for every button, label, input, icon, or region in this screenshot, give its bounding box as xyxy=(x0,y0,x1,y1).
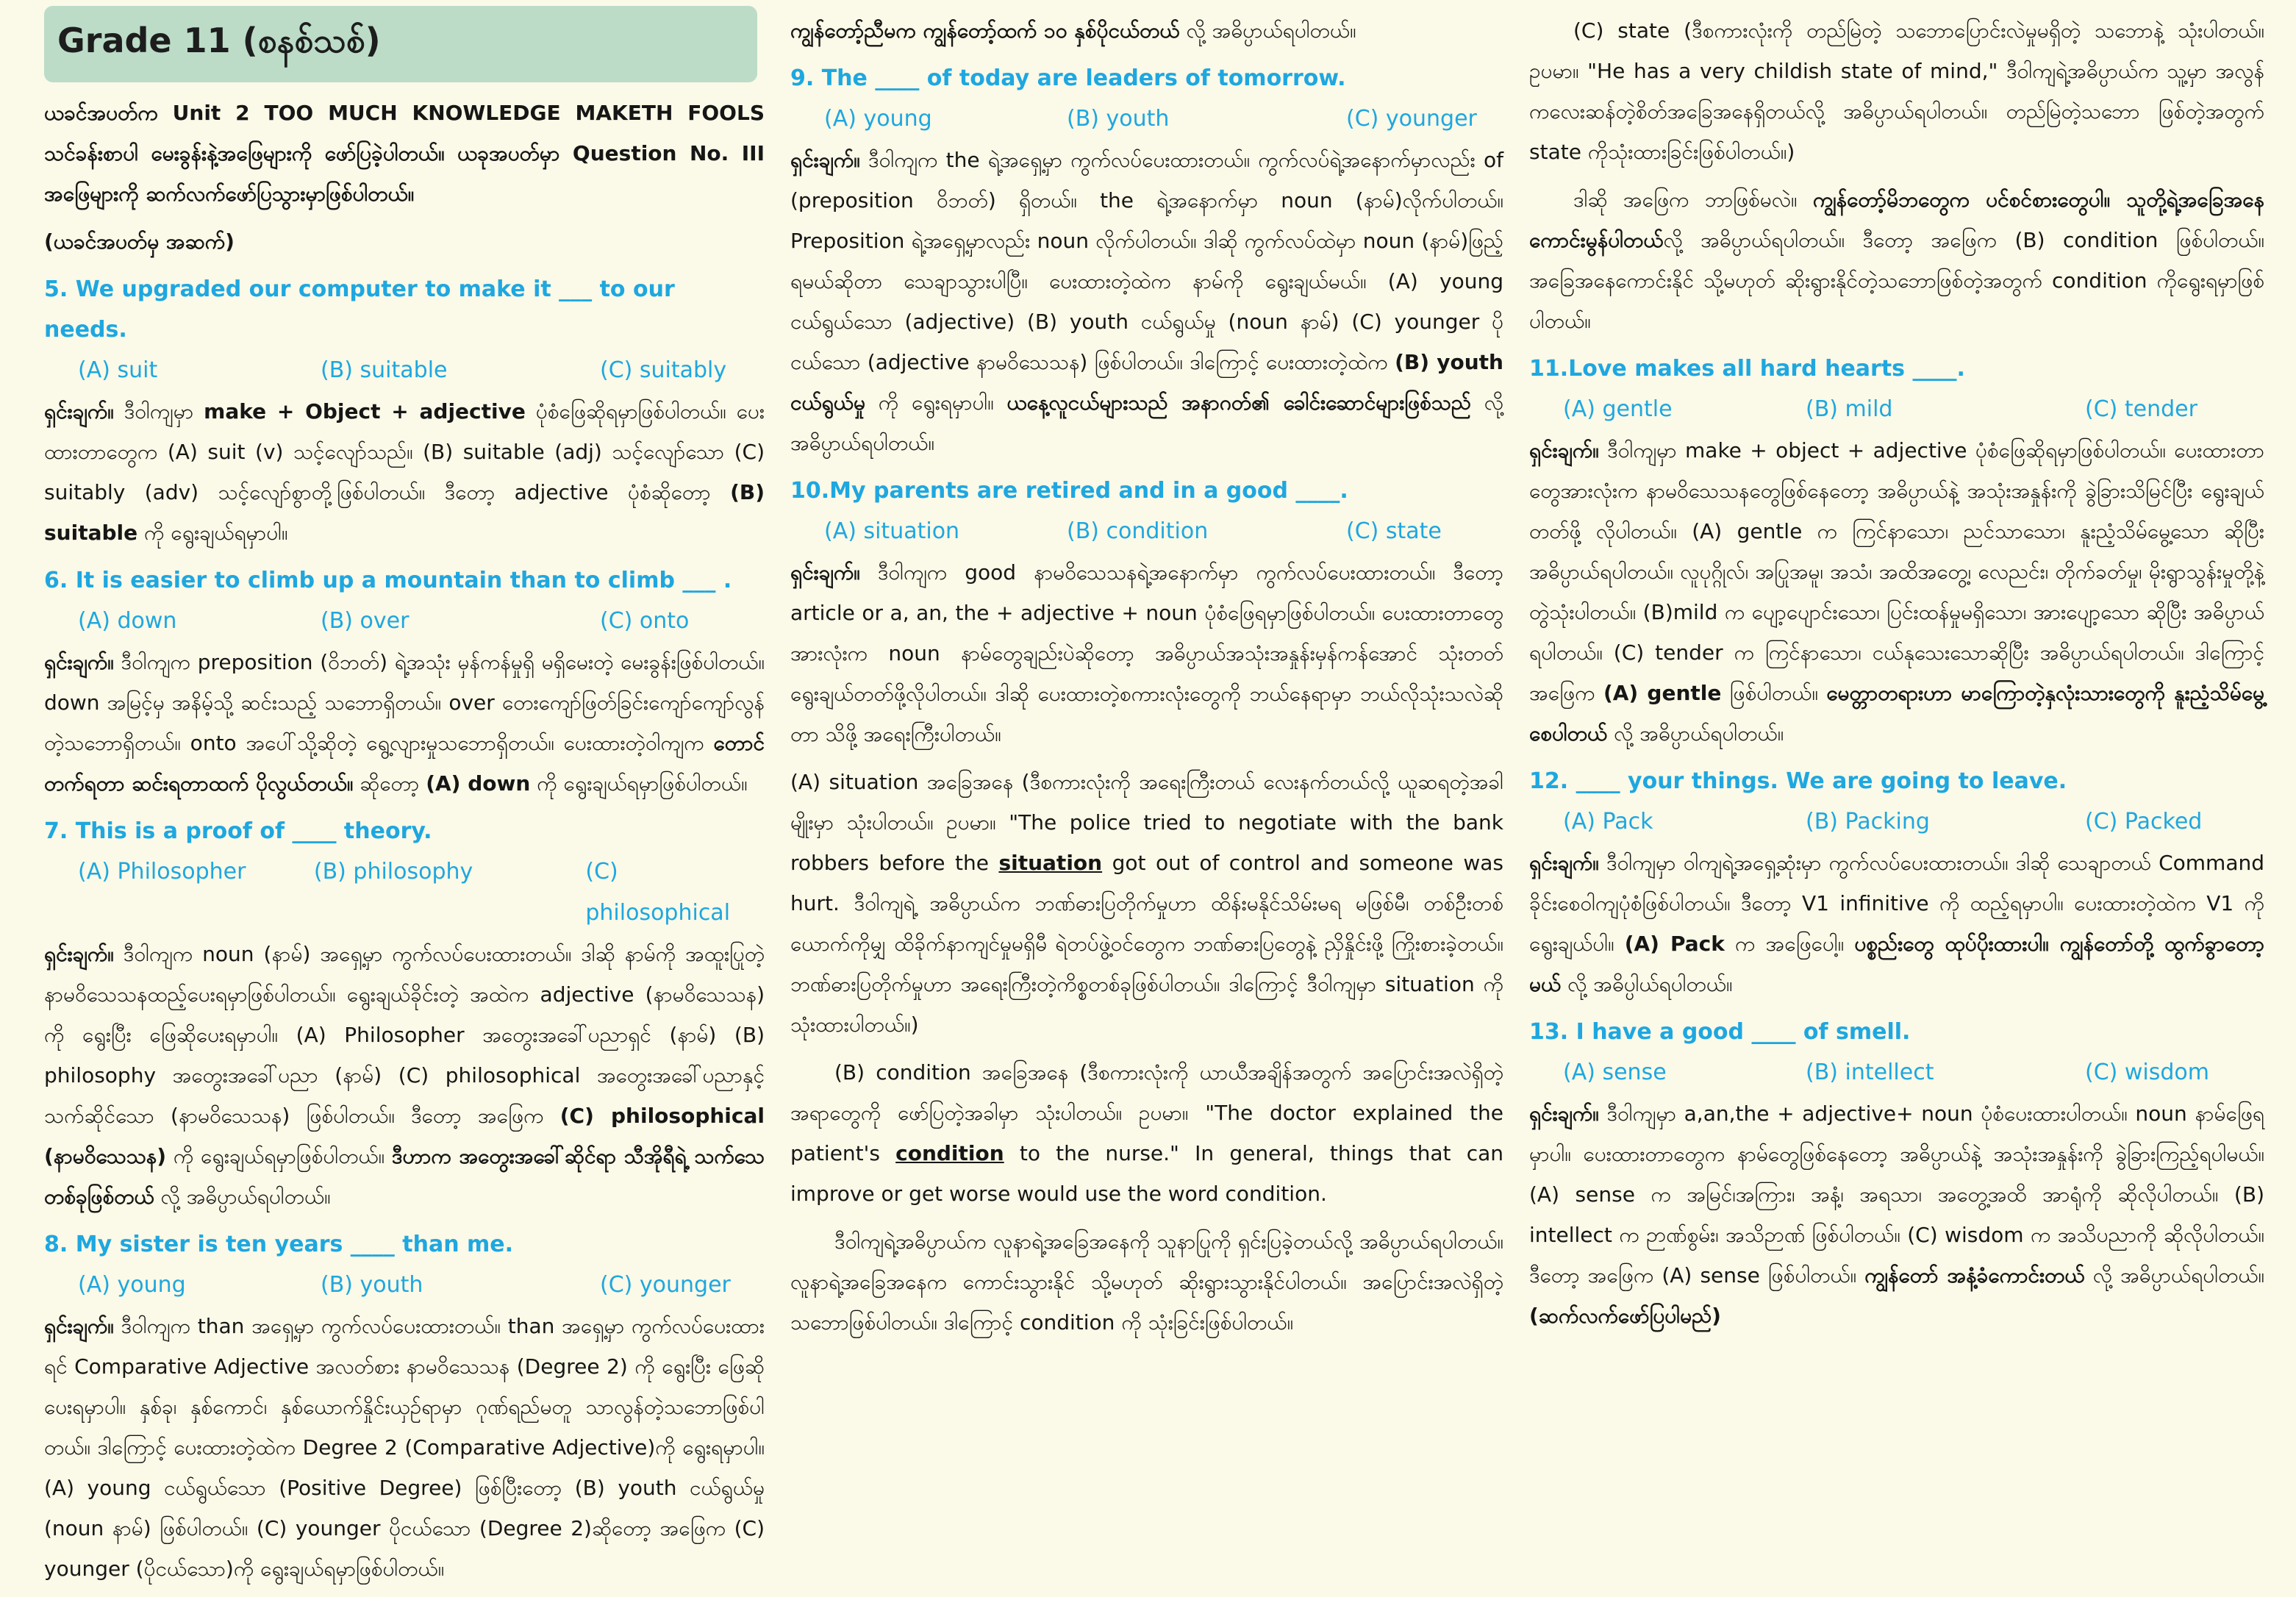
question-block xyxy=(44,1224,765,1589)
condition-text: (B) condition အခြေအနေ (ဒီစကားလုံးကို ယာယီအချိန်အတွက် အပြောင်းအလဲရှိတဲ့အရာတွေကို ဖော်ပြတဲ့အခါမှာ သုံးပါတယ်။ ဥပမာ။ "The doctor explained the patient's xyxy=(790,1060,1503,1165)
concl-a: ဒါဆို အဖြေက ဘာဖြစ်မလဲ။ xyxy=(1573,187,1813,212)
option-c: (C) philosophical xyxy=(585,859,731,926)
options-row xyxy=(44,851,765,934)
option-b: (B) condition xyxy=(1067,518,1209,544)
question-block xyxy=(1529,1012,2264,1336)
exp-a: ဒီဝါကျမှာ ဝါကျရဲ့အရှေ့ဆုံးမှာ ကွက်လပ်ပေးထားတယ်။ ဒါဆို သေချာတယ် Command ခိုင်းစေဝါကျပုံစံဖြစ်ပါတယ်။ ဒီတော့ V1 infinitive ကို ထည့်ရမှာပါ။ ပေးထားတဲ့ထဲက V1 ကိုရွေးချယ်ပါ။ xyxy=(1529,851,2264,956)
answer-label: ရှင်းချက်။ xyxy=(1529,1101,1599,1126)
exp-c: ဆိုတော့ xyxy=(353,771,426,796)
options-row xyxy=(1529,1052,2264,1093)
exp-c: လို့ အဓိပ္ပာယ်ရပါတယ်။ xyxy=(2084,1263,2265,1287)
option-c: (C) wisdom xyxy=(2085,1060,2210,1085)
options-row xyxy=(44,601,765,642)
options-row xyxy=(790,99,1503,140)
exp-b: (A) Pack xyxy=(1624,932,1725,956)
question-block xyxy=(44,269,765,553)
option-c: (C) state xyxy=(1346,518,1442,544)
exp-d: မေတ္တာတရားဟာ မာကြောတဲ့နှလုံးသားတွေကို နူးညံ့သိမ်မွေ့စေပါတယ် xyxy=(1529,681,2265,746)
options-row xyxy=(44,350,765,391)
question-text: 5. We upgraded our computer to make it ___ to our needs. xyxy=(44,276,675,343)
exp-e: လို့ အဓိပ္ပာယ်ရပါတယ်။ xyxy=(154,1185,331,1209)
option-a: (A) Pack xyxy=(1563,809,1653,835)
exp-c: က အဖြေပေါ့။ xyxy=(1724,932,1855,956)
option-b: (B) youth xyxy=(321,1272,423,1298)
option-b: (B) suitable xyxy=(321,357,448,383)
exp-b: (B) youth ငယ်ရွယ်မှု xyxy=(790,350,1503,415)
exp-a: ဒီဝါကျက the ရဲ့အရှေ့မှာ ကွက်လပ်ပေးထားတယ်။ ကွက်လပ်ရဲ့အနောက်မှာလည်း of (preposition ဝိဘတ်) ရှိတယ်။ the ရဲ့အနောက်မှာ noun (နာမ်)လိုက်ပါတယ်။ Preposition ရဲ့အရှေ့မှာလည်း noun လိုက်ပါတယ်။ ဒါဆို ကွက်လပ်ထဲမှာ noun (နာမ်)ဖြည့်ရမယ်ဆိုတာ သေချာသွားပါပြီ။ ပေးထားတဲ့ထဲက နာမ်ကို ရွေးချယ်မယ်။ (A) young ငယ်ရွယ်သော (adjective) (B) youth ငယ်ရွယ်မှု (noun နာမ်) (C) younger ပိုငယ်သော (adjective နာမဝိသေသန) ဖြစ်ပါတယ်။ ဒါကြောင့် ပေးထားတဲ့ထဲက xyxy=(790,148,1503,374)
exp-d: ပစ္စည်းတွေ ထုပ်ပိုးထားပါ။ ကျွန်တော်တို့ ထွက်ခွာတော့မယ် xyxy=(1529,932,2264,996)
explanation-continued xyxy=(790,10,1503,51)
answer-label: ရှင်းချက်။ xyxy=(1529,851,1599,875)
column-3 xyxy=(1529,0,2264,1597)
question-text: 13. I have a good ____ of smell. xyxy=(1529,1019,1911,1045)
exp-a: ဒီဝါကျက good နာမဝိသေသနရဲ့အနောက်မှာ ကွက်လပ်ပေးထားတယ်။ ဒီတော့ article or a, an, the + adjective + noun ပုံစံဖြေရမှာဖြစ်ပါတယ်။ ပေးထားတာတွေအားလုံးက noun နာမ်တွေချည်းပဲဆိုတော့ အဓိပ္ပာယ်အသုံးအနှုန်းမှန်ကန်အောင် သုံးတတ် ရွေးချယ်တတ်ဖို့လိုပါတယ်။ ဒါဆို ပေးထားတဲ့စကားလုံးတွေကို ဘယ်နေရာမှာ ဘယ်လိုသုံးသလဲဆိုတာ သိဖို့ အရေးကြီးပါတယ်။ xyxy=(790,560,1503,746)
exp-d: ဒီဟာက အတွေးအခေါ်ဆိုင်ရာ သီအိုရီရဲ့ သက်သေတစ်ခုဖြစ်တယ် xyxy=(44,1144,765,1209)
exp-e: လို့ အဓိပ္ပာယ်ရပါတယ်။ xyxy=(1607,721,1784,746)
options-row xyxy=(44,1265,765,1306)
option-a: (A) sense xyxy=(1563,1060,1667,1085)
exp-b: (A) gentle xyxy=(1603,681,1722,705)
option-c: (C) Packed xyxy=(2085,809,2203,835)
exp-b: ကျွန်တော် အနံ့ခံကောင်းတယ် xyxy=(1864,1263,2085,1287)
option-a: (A) young xyxy=(824,106,932,132)
question-block xyxy=(1529,349,2264,754)
concl-b: ကျွန်တော့်မိဘတွေက ပင်စင်စားတွေပါ။ သူတို့ရဲ့အခြေအနေ ကောင်းမွန်ပါတယ် xyxy=(1529,187,2264,252)
question-text: 9. The ____ of today are leaders of tomorrow. xyxy=(790,65,1346,91)
question-text: 10.My parents are retired and in a good ____. xyxy=(790,478,1348,504)
exp-a: ဒီဝါကျက than အရှေ့မှာ ကွက်လပ်ပေးထားတယ်။ than အရှေ့မှာ ကွက်လပ်ပေးထားရင် Comparative Adjective အလတ်စား နာမဝိသေသန (Degree 2) ကို ရွေးပြီး ဖြေဆိုပေးရမှာပါ။ နှစ်ခု၊ နှစ်ကောင်၊ နှစ်ယောက်နှိုင်းယှဉ်ရာမှာ ဂုဏ်ရည်မတူ သာလွန်တဲ့သဘောဖြစ်ပါတယ်။ ဒါကြောင့် ပေးထားတဲ့ထဲက Degree 2 (Comparative Adjective)ကို ရွေးရမှာပါ။ (A) young ငယ်ရွယ်သော (Positive Degree) ဖြစ်ပြီးတော့ (B) youth ငယ်ရွယ်မှု (noun နာမ်) ဖြစ်ပါတယ်။ (C) younger ပိုငယ်သော (Degree 2)ဆိုတော့ အဖြေက (C) younger (ပိုငယ်သော)ကို ရွေးချယ်ရမှာဖြစ်ပါတယ်။ xyxy=(44,1314,765,1581)
option-b: (B) intellect xyxy=(1806,1060,1934,1085)
answer-label: ရှင်းချက်။ xyxy=(44,650,114,674)
question-block xyxy=(1529,761,2264,1004)
state-paragraph: (C) state (ဒီစကားလုံးကို တည်မြဲတဲ့ သဘောပြောင်းလဲမှုမရှိတဲ့ သဘောနဲ့ သုံးပါတယ်။ ဥပမာ။ "He has a very childish state of mind," ဒီဝါကျရဲ့အဓိပ္ပာယ်က သူ့မှာ အလွန်ကလေးဆန်တဲ့စိတ်အခြေအနေရှိတယ်လို့ အဓိပ္ပာယ်ရပါတယ်။ တည်မြဲတဲ့သဘော ဖြစ်တဲ့အတွက် state ကိုသုံးထားခြင်းဖြစ်ပါတယ်။) xyxy=(1529,18,2264,164)
exp-a: ဒီဝါကျက preposition (ဝိဘတ်) ရဲ့အသုံး မှန်ကန်မှုရှိ မရှိမေးတဲ့ မေးခွန်းဖြစ်ပါတယ်။ down အမြင့်မှ အနိမ့်သို့ ဆင်းသည့် သဘောရှိတယ်။ over ‌တေးကျော်ဖြတ်ခြင်းကျော်ကျော်လွန်တဲ့သဘောရှိတယ်။ onto အပေါ်သို့ဆိုတဲ့ ရွေ့လျားမှုသဘောရှိတယ်။ ပေးထားတဲ့ဝါကျက xyxy=(44,650,765,755)
page-title: Grade 11 (စနစ်သစ်) xyxy=(57,20,381,60)
explanation xyxy=(790,552,1503,754)
exp-e: လို့ အဓိပ္ပါယ်ရပါတယ်။ xyxy=(1561,972,1733,996)
exp-c: ဖြစ်ပါတယ်။ xyxy=(1721,681,1827,705)
exp-d: (B) suitable xyxy=(44,480,765,545)
exp-b: ကျွန်တော့်ညီမက ကျွန်တော့်ထက် ၁၀ နှစ်ပိုငယ်တယ် xyxy=(790,18,1180,43)
explanation xyxy=(44,642,765,804)
condition-text-2: to the nurse." In general, things that can improve or get worse would use the word condition. xyxy=(790,1141,1503,1206)
exp-e: လို့ အဓိပ္ပာယ်ရပါတယ်။ xyxy=(790,390,1503,455)
question-text: 11.Love makes all hard hearts ____. xyxy=(1529,356,1965,382)
exp-c: ကို ရွေးရမှာပါ။ xyxy=(865,390,1007,415)
answer-label: ရှင်းချက်။ xyxy=(790,560,860,585)
exp-c: ကို ရွေးချယ်ရမှာဖြစ်ပါတယ်။ xyxy=(166,1144,392,1168)
answer-label: ရှင်းချက်။ xyxy=(44,942,114,966)
concl-c: လို့ အဓိပ္ပာယ်ရပါတယ်။ ဒီတော့ အဖြေက (B) condition ဖြစ်ပါတယ်။ အခြေအနေကောင်းနိုင် သို့မဟုတ် ဆိုးရွားနိုင်တဲ့သဘောဖြစ်တဲ့အတွက် condition ကိုရွေးရမှာဖြစ်ပါတယ်။ xyxy=(1529,228,2264,333)
intro-paragraph: ယခင်အပတ်က Unit 2 TOO MUCH KNOWLEDGE MAKETH FOOLS သင်ခန်းစာပါ မေးခွန်းနဲ့အဖြေများကို ဖော်ပြခဲ့ပါတယ်။ ယခုအပတ်မှာ Question No. III အဖြေများကို ဆက်လက်ဖော်ပြသွားမှာဖြစ်ပါတယ်။ xyxy=(44,101,765,206)
exp-e: ကို ရွေးချယ်ရမှာဖြစ်ပါတယ်။ xyxy=(530,771,748,796)
question-block xyxy=(44,560,765,804)
explanation xyxy=(1529,430,2264,754)
continued-next-label: (ဆက်လက်ဖော်ပြပါမည်) xyxy=(1529,1304,1721,1328)
option-b: (B) youth xyxy=(1067,106,1170,132)
explanation xyxy=(1529,843,2264,1004)
exp-b: တောင်တက်ရတာ ဆင်းရတာထက် ပိုလွယ်တယ်။ xyxy=(44,731,765,796)
option-c: (C) tender xyxy=(2085,396,2197,422)
option-c: (C) younger xyxy=(600,1272,731,1298)
grade-header xyxy=(44,6,757,82)
exp-a: ဒီဝါကျမှာ make + object + adjective ပုံစံဖြေဆိုရမှာဖြစ်ပါတယ်။ ပေးထားတာတွေအားလုံးက နာမဝိသေသနတွေဖြစ်နေတော့ အဓိပ္ပာယ်နဲ့ အသုံးအနှုန်းကို ခွဲခြားသိမြင်ပြီး ရွေးချယ်တတ်ဖို့ လိုပါတယ်။ (A) gentle က ကြင်နာသော၊ ညင်သာသော၊ နူးညံ့သိမ်မွေ့သော ဆိုပြီးအဓိပ္ပာယ်ရပါတယ်။ လူပုဂ္ဂိုလ်၊ အပြုအမူ၊ အသံ၊ အထိအတွေ့၊ လေညင်း၊ တိုက်ခတ်မှု၊ မိုးရွာသွန်းမှုတို့နဲ့ တွဲသုံးပါတယ်။ (B)mild က ပျော့ပျောင်းသော၊ ပြင်းထန်မှုမရှိသော၊ အားပျော့သော ဆိုပြီး အဓိပ္ပာယ်ရပါတယ်။ (C) tender က ကြင်နာသော၊ ငယ်နုသေးသောဆိုပြီး အဓိပ္ပာယ်ရပါတယ်။ ဒါကြောင့် အဖြေက xyxy=(1529,438,2264,705)
answer-label: ရှင်းချက်။ xyxy=(1529,438,1599,462)
conclusion-paragraph xyxy=(1529,179,2264,341)
answer-label: ရှင်းချက်။ xyxy=(44,399,114,424)
exp-a: ဒီဝါကျမှာ a,an,the + adjective+ noun ပုံစံပေးထားပါတယ်။ noun နာမ်ဖြေရမှာပါ။ ပေးထားတာတွေက နာမ်တွေဖြစ်နေတော့ အဓိပ္ပာယ်နဲ့ အသုံးအနှုန်းကို ခွဲခြားကြည့်ရပါမယ်။ (A) sense က အမြင်၊အကြား၊ အနံ့၊ အရသာ၊ အတွေ့အထိ အာရုံကို ဆိုလိုပါတယ်။ (B) intellect က ဉာဏ်စွမ်း၊ အသိဉာဏ် ဖြစ်ပါတယ်။ (C) wisdom က အသိပညာကို ဆိုလိုပါတယ်။ ဒီတော့ အဖြေက (A) sense ဖြစ်ပါတယ်။ xyxy=(1529,1101,2264,1287)
answer-label: ရှင်းချက်။ xyxy=(790,148,860,172)
exp-e: ကို ရွေးချယ်ရမှာပါ။ xyxy=(137,521,288,545)
column-1 xyxy=(44,0,765,1597)
situation-word: situation xyxy=(998,851,1103,875)
exp-b: make + Object + adjective xyxy=(204,399,526,424)
explanation xyxy=(44,1306,765,1589)
explanation xyxy=(44,934,765,1217)
option-b: (B) mild xyxy=(1806,396,1893,422)
option-b: (B) Packing xyxy=(1806,809,1930,835)
condition-paragraph xyxy=(790,1052,1503,1214)
exp-a: ဒီဝါကျက noun (နာမ်) အရှေ့မှာ ကွက်လပ်ပေးထားတယ်။ ဒါဆို နာမ်ကို အထူးပြုတဲ့ နာမဝိသေသနထည့်ပေးရမှာဖြစ်ပါတယ်။ ရွေးချယ်ခိုင်းတဲ့ အထဲက adjective (နာမဝိသေသန) ကို ရွေးပြီး ဖြေဆိုပေးရမှာပါ။ (A) Philosopher အတွေးအခေါ်ပညာရှင် (နာမ်) (B) philosophy အတွေးအခေါ်ပညာ (နာမ်) (C) philosophical အတွေးအခေါ်ပညာနှင့်သက်ဆိုင်သော (နာမဝိသေသန) ဖြစ်ပါတယ်။ ဒီတော့ အဖြေက xyxy=(44,942,765,1128)
option-c: (C) suitably xyxy=(600,357,727,383)
exp-c: လို့ အဓိပ္ပာယ်ရပါတယ်။ xyxy=(1179,18,1356,43)
options-row xyxy=(1529,389,2264,430)
question-block xyxy=(790,58,1503,463)
options-row xyxy=(790,511,1503,552)
exp-d: ယနေ့လူငယ်များသည် အနာဂတ်၏ ခေါင်းဆောင်များဖြစ်သည် xyxy=(1006,390,1471,415)
option-b: (B) over xyxy=(321,608,410,634)
exp-c: ပုံစံဖြေဆိုရမှာဖြစ်ပါတယ်။ ပေးထားတာတွေက (A) suit (v) သင့်လျော်သည်။ (B) suitable (adj) သင့်လျော်သော (C) suitably (adv) သင့်လျော်စွာတို့ဖြစ်ပါတယ်။ ဒီတော့ adjective ပုံစံဆိုတော့ xyxy=(44,399,765,504)
option-b: (B) philosophy xyxy=(313,859,473,885)
option-c: (C) onto xyxy=(600,608,690,634)
situation-text-2: got out of control and someone was hurt. ဒီဝါကျရဲ့ အဓိပ္ပာယ်က ဘဏ်ဓားပြတိုက်မှုဟာ ထိန်းမနိုင်သိမ်းမရ မဖြစ်မီ၊ တစ်ဦးတစ်ယောက်ကိုမျှ ထိခိုက်နာကျင်မှုမရှိမီ ရဲတပ်ဖွဲ့ဝင်တွေက ဘဏ်ဓားပြတွေနဲ့ ညှိနှိုင်းဖို့ ကြိုးစားခဲ့တယ်။ ဘဏ်ဓားပြတိုက်မှုဟာ အရေးကြီးတဲ့ကိစ္စတစ်ခုဖြစ်ပါတယ်။ ဒါကြောင့် ဒီဝါကျမှာ situation ကို သုံးထားပါတယ်။) xyxy=(790,851,1503,1037)
option-a: (A) gentle xyxy=(1563,396,1673,422)
answer-label: ရှင်းချက်။ xyxy=(44,1314,114,1338)
exp-d: (A) down xyxy=(426,771,531,796)
question-text: 8. My sister is ten years ____ than me. xyxy=(44,1232,513,1257)
exp-a: ဒီဝါကျမှာ xyxy=(113,399,204,424)
option-c: (C) younger xyxy=(1346,106,1477,132)
question-block xyxy=(44,811,765,1217)
explanation xyxy=(44,391,765,553)
column-2 xyxy=(790,0,1503,1597)
meaning-paragraph: ဒီဝါကျရဲ့အဓိပ္ပာယ်က လူနာရဲ့အခြေအနေကို သူနာပြုကို ရှင်းပြခဲ့တယ်လို့ အဓိပ္ပာယ်ရပါတယ်။ လူနာရဲ့အခြေအနေက ကောင်းသွားနိုင် သို့မဟုတ် ဆိုးရွားသွားနိုင်ပါတယ်။ အပြောင်းအလဲရှိတဲ့သဘောဖြစ်ပါတယ်။ ဒါကြောင့် condition ကို သုံးခြင်းဖြစ်ပါတယ်။ xyxy=(790,1229,1503,1335)
option-a: (A) suit xyxy=(78,357,158,383)
options-row xyxy=(1529,801,2264,843)
situation-text: (A) situation အခြေအနေ (ဒီစကားလုံးကို အရေးကြီးတယ် လေးနက်တယ်လို့ ယူဆရတဲ့အခါမျိုးမှာ သုံးပါတယ်။ ဥပမာ။ "The police tried to negotiate with the bank robbers before the xyxy=(790,770,1503,875)
question-text: 7. This is a proof of ____ theory. xyxy=(44,818,432,844)
option-a: (A) young xyxy=(78,1272,186,1298)
option-a: (A) situation xyxy=(824,518,960,544)
question-block xyxy=(790,471,1503,1343)
option-a: (A) down xyxy=(78,608,177,634)
exp-b: (C) philosophical (နာမဝိသေသန) xyxy=(44,1104,765,1168)
situation-paragraph xyxy=(790,762,1503,1045)
question-text: 12. ____ your things. We are going to leave. xyxy=(1529,768,2067,794)
explanation xyxy=(790,140,1503,463)
option-a: (A) Philosopher xyxy=(78,859,246,885)
condition-word: condition xyxy=(895,1141,1004,1165)
explanation xyxy=(1529,1093,2264,1336)
continued-label: (ယခင်အပတ်မှ အဆက်) xyxy=(44,229,235,254)
question-text: 6. It is easier to climb up a mountain than to climb ___ . xyxy=(44,568,732,593)
